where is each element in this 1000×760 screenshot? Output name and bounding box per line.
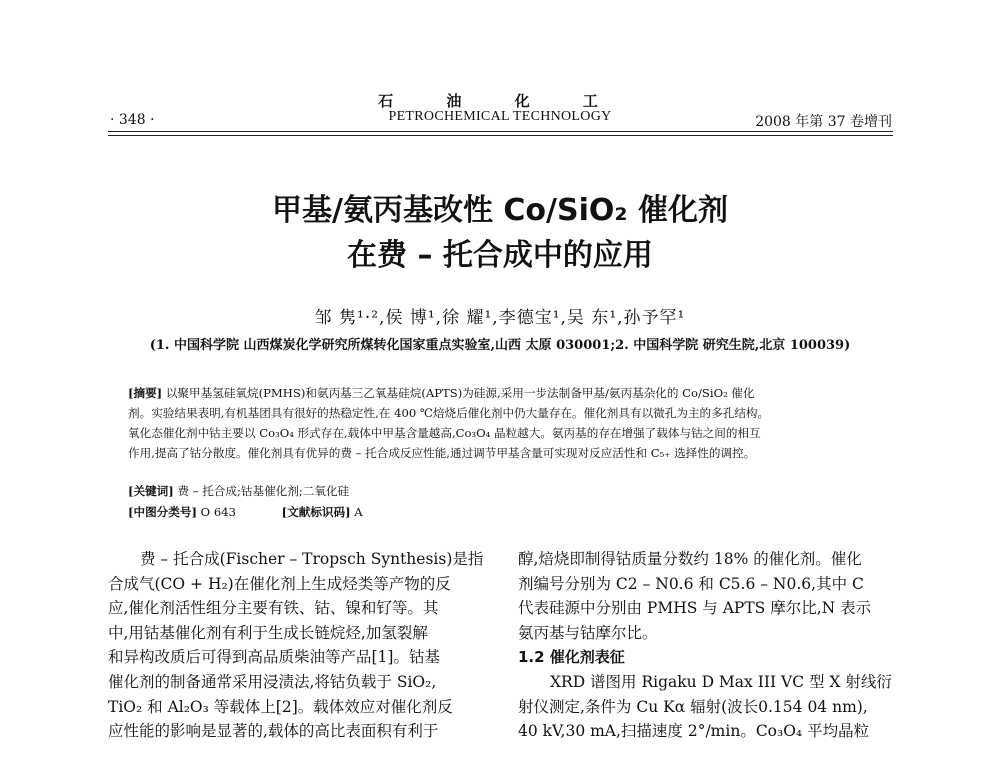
- body-line: XRD 谱图用 Rigaku D Max III VC 型 X 射线衍: [550, 672, 892, 691]
- body-column-left: [108, 547, 504, 744]
- issue-info: 2008 年第 37 卷增刊: [755, 114, 892, 130]
- affiliation: (1. 中国科学院 山西煤炭化学研究所煤转化国家重点实验室,山西 太原 030001;2. 中国科学院 研究生院,北京 100039): [149, 338, 851, 353]
- keywords-text: 费 – 托合成;钴基催化剂;二氧化硅: [177, 484, 350, 498]
- body-line: 应性能的影响是显著的,载体的高比表面积有利于: [108, 722, 439, 741]
- journal-name-cn: 石 油 化 工: [378, 92, 622, 110]
- classification: [128, 504, 363, 520]
- keywords: [128, 483, 349, 499]
- abstract: [128, 383, 888, 463]
- clc-value: O 643: [200, 505, 236, 519]
- body-line: 中,用钴基催化剂有利于生成长链烷烃,加氢裂解: [108, 623, 428, 642]
- abstract-line: [摘要] 以聚甲基氢硅氧烷(PMHS)和氨丙基三乙氧基硅烷(APTS)为硅源,采用一步法制备甲基/氨丙基杂化的 Co/SiO₂ 催化: [128, 386, 755, 400]
- page-number: · 348 ·: [110, 112, 155, 128]
- paper-title-line-2: 在费 – 托合成中的应用: [347, 238, 653, 273]
- body-line: 催化剂的制备通常采用浸渍法,将钴负载于 SiO₂,: [108, 672, 437, 691]
- body-line: 醇,焙烧即制得钴质量分数约 18% 的催化剂。催化: [518, 550, 862, 568]
- body-line: 剂编号分别为 C2 – N0.6 和 C5.6 – N0.6,其中 C: [518, 574, 864, 593]
- body-line: 和异构改质后可得到高品质柴油等产品[1]。钴基: [108, 648, 440, 667]
- body-line: 费 – 托合成(Fischer – Tropsch Synthesis)是指: [140, 550, 484, 568]
- body-line: 40 kV,30 mA,扫描速度 2°/min。Co₃O₄ 平均晶粒: [518, 722, 870, 741]
- doc-code-value: A: [354, 505, 363, 519]
- author-list: 邹 隽¹·²,侯 博¹,徐 耀¹,李德宝¹,吴 东¹,孙予罕¹: [314, 308, 686, 328]
- abstract-line: 氧化态催化剂中钴主要以 Co₃O₄ 形式存在,载体中甲基含量越高,Co₃O₄ 晶粒越大。氨丙基的存在增强了载体与钴之间的相互: [128, 426, 761, 440]
- body-line: 代表硅源中分别由 PMHS 与 APTS 摩尔比,N 表示: [518, 599, 872, 618]
- journal-name-en: PETROCHEMICAL TECHNOLOGY: [388, 109, 612, 124]
- body-line: 射仪测定,条件为 Cu Kα 辐射(波长0.154 04 nm),: [518, 697, 868, 716]
- abstract-line: 剂。实验结果表明,有机基团具有很好的热稳定性,在 400 ℃焙烧后催化剂中仍大量存在。催化剂具有以微孔为主的多孔结构。: [128, 406, 770, 420]
- abstract-line: 作用,提高了钴分散度。催化剂具有优异的费 – 托合成反应性能,通过调节甲基含量可实现对反应活性和 C₅₊ 选择性的调控。: [128, 446, 756, 460]
- body-column-right: [518, 547, 914, 744]
- keywords-label: [关键词]: [128, 484, 174, 498]
- section-heading: 1.2 催化剂表征: [518, 648, 625, 667]
- doc-code-label: [文献标识码]: [281, 505, 351, 519]
- paper-title-line-1: 甲基/氨丙基改性 Co/SiO₂ 催化剂: [272, 193, 728, 228]
- body-line: 合成气(CO + H₂)在催化剂上生成烃类等产物的反: [108, 574, 451, 593]
- body-line: 应,催化剂活性组分主要有铁、钴、镍和钌等。其: [108, 599, 439, 618]
- clc-label: [中图分类号]: [128, 505, 197, 519]
- header-rule-thick: [108, 131, 893, 132]
- body-line: TiO₂ 和 Al₂O₃ 等载体上[2]。载体效应对催化剂反: [108, 697, 453, 716]
- header-rule-thin: [108, 135, 893, 136]
- body-line: 氨丙基与钴摩尔比。: [518, 623, 658, 642]
- abstract-label: [摘要]: [128, 386, 163, 400]
